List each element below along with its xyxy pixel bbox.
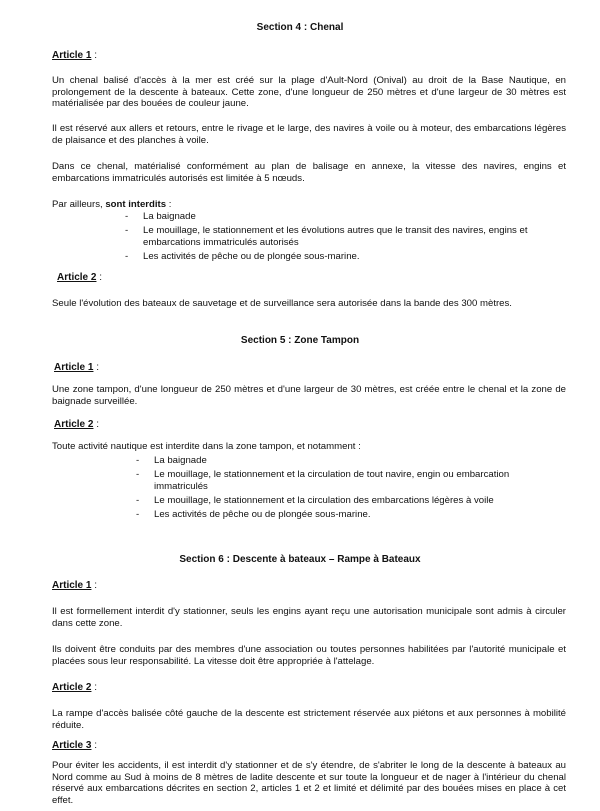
s5-a2-prohibited-list	[136, 455, 554, 523]
s5-a2-paragraph-1: Toute activité nautique est interdite dans la zone tampon, et notamment :	[52, 441, 361, 452]
s4-article-2-label: Article 2	[57, 272, 97, 283]
list-item-text: Les activités de pêche ou de plongée sous-marine.	[154, 508, 371, 520]
s6-article-3-heading	[52, 740, 97, 751]
colon: :	[91, 580, 98, 591]
section-5-title: Section 5 : Zone Tampon	[240, 335, 360, 346]
colon: :	[93, 362, 100, 373]
s4-a1-prohibited-list	[125, 211, 563, 265]
s4-article-2-heading	[57, 272, 102, 283]
s4-article-1-label: Article 1	[52, 50, 92, 61]
s6-a1-paragraph-1: Il est formellement interdit d'y stationner, seuls les engins ayant reçu une autorisation municipale sont admis à circuler dans cette zone.	[52, 606, 566, 629]
list-item-text: La baignade	[143, 211, 196, 222]
s5-article-1-heading	[54, 362, 99, 373]
list-item	[136, 469, 554, 492]
dash: -	[125, 225, 129, 237]
dash: -	[125, 211, 129, 222]
s5-article-1-label: Article 1	[54, 362, 94, 373]
dash: -	[136, 469, 140, 481]
s6-a1-paragraph-2: Ils doivent être conduits par des membres d'une association ou toutes personnes habilitées par l'autorité municipale et placées sous leur responsabilité. La vitesse doit être appropriée à l'attelage.	[52, 644, 566, 667]
s6-article-3-label: Article 3	[52, 740, 92, 751]
s6-article-2-heading	[52, 682, 97, 693]
s5-a1-paragraph-1: Une zone tampon, d'une longueur de 250 mètres et d'une largeur de 30 mètres, est créée entre le chenal et la zone de baignade surveillée.	[52, 384, 566, 407]
s6-a2-paragraph-1: La rampe d'accès balisée côté gauche de la descente est strictement réservée aux piétons et aux personnes à mobilité réduite.	[52, 708, 566, 731]
colon: :	[93, 419, 100, 430]
list-item	[136, 494, 554, 507]
colon: :	[91, 740, 98, 751]
section-4-title: Section 4 : Chenal	[256, 22, 344, 33]
s6-article-2-label: Article 2	[52, 682, 92, 693]
colon: :	[91, 50, 98, 61]
s4-a1-paragraph-2: Il est réservé aux allers et retours, entre le rivage et le large, des navires à voile ou à moteur, des embarcations légères de plaisance et des planches à voile.	[52, 123, 566, 146]
list-item	[125, 250, 563, 263]
colon: :	[91, 682, 98, 693]
list-item-text: Le mouillage, le stationnement et la circulation des embarcations légères à voile	[154, 494, 494, 506]
s5-article-2-label: Article 2	[54, 419, 94, 430]
dash: -	[136, 508, 140, 520]
s5-article-2-heading	[54, 419, 99, 430]
list-item-text: La baignade	[154, 455, 207, 466]
s6-article-1-heading	[52, 580, 97, 591]
section-6-title: Section 6 : Descente à bateaux – Rampe à Bateaux	[179, 554, 421, 565]
s4-a1-paragraph-1: Un chenal balisé d'accès à la mer est créé sur la plage d'Ault-Nord (Onival) au droit de la Base Nautique, en prolongement de la descente à bateaux. Cette zone, d'une longueur de 250 mètres et d'une largeur de 30 mètres est matérialisée par des bouées de couleur jaune.	[52, 75, 566, 109]
emphasis: sont interdits	[105, 199, 167, 210]
s4-article-1-heading	[52, 50, 97, 61]
s6-a3-paragraph-1: Pour éviter les accidents, il est interdit d'y stationner et de s'y étendre, de s'abriter le long de la descente à bateaux au Nord comme au Sud à moins de 8 mètres de ladite descente et sur toute la longueur et de nager à l'intérieur du chenal réservé aux embarcations décrites en section 2, articles 1 et 2 et limité et délimité par des bouées mises en place à cet effet.	[52, 760, 566, 806]
list-item	[125, 211, 563, 223]
dash: -	[125, 250, 129, 262]
s6-article-1-label: Article 1	[52, 580, 92, 591]
list-item	[136, 455, 554, 467]
s4-a1-paragraph-3: Dans ce chenal, matérialisé conformément au plan de balisage en annexe, la vitesse des navires, engins et embarcations immatriculés autorisés est limitée à 5 nœuds.	[52, 161, 566, 184]
colon: :	[96, 272, 103, 283]
s4-a1-paragraph-4	[52, 199, 566, 211]
list-item	[125, 225, 563, 248]
list-item-text: Le mouillage, le stationnement et les évolutions autres que le transit des navires, engins et embarcations immatriculés autorisés	[143, 225, 528, 248]
list-item-text: Le mouillage, le stationnement et la circulation de tout navire, engin ou embarcation immatriculés	[154, 469, 510, 492]
s4-a2-paragraph-1: Seule l'évolution des bateaux de sauvetage et de surveillance sera autorisée dans la bande des 300 mètres.	[52, 298, 512, 309]
prefix: Par ailleurs,	[52, 199, 106, 210]
list-item	[136, 508, 554, 521]
list-item-text: Les activités de pêche ou de plongée sous-marine.	[143, 250, 360, 262]
dash: -	[136, 494, 140, 506]
suffix: :	[166, 199, 172, 210]
dash: -	[136, 455, 140, 466]
